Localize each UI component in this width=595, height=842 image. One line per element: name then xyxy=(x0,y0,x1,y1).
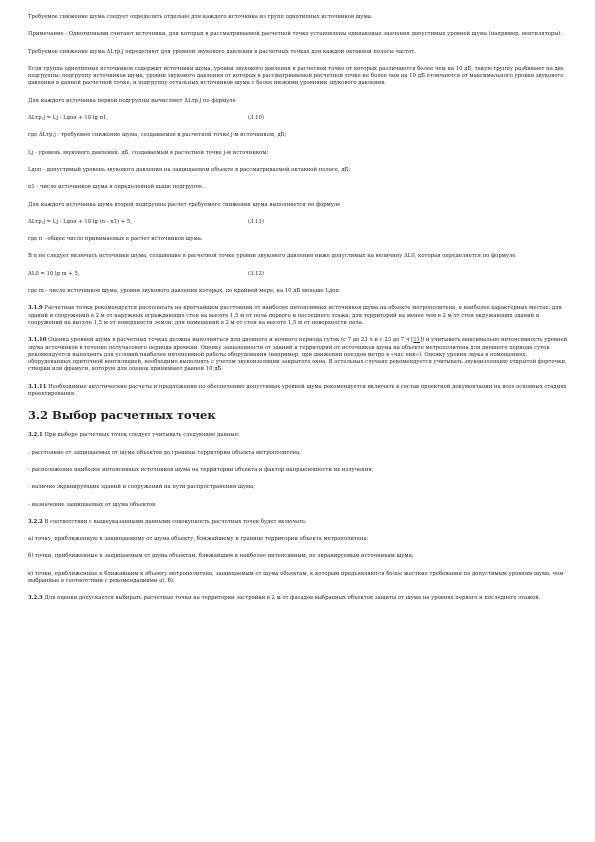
clause-3-2-3 xyxy=(28,595,568,602)
definition: где n - общее число принимаемых в расчет источников шума. xyxy=(28,236,203,243)
paragraph: Если группа однотипных источников содержит источники шума, уровни звукового давления в расчетной точке от которых различаются более чем на 10 дБ, такую группу разбивают на две подгруппы: подгруппу источников шума, уровни звукового давления от которых в рассматриваемой расчетной точке не более чем на 10 дБ отличаются от максимального уровня звукового давления в данной расчетной точке, и подгруппу остальных источников шума с более низкими уровнями звукового давления. xyxy=(28,65,564,87)
clause-number: 3.1.10 xyxy=(28,337,47,344)
formula-text: ΔL0 = 10 lg m + 5, xyxy=(28,270,80,277)
list-item: в) точки, приближенные к ближайшим к объекту метрополитена, защищаемым от шума объектам, к которым предъявляются более жесткие требования по допустимым уровням шума, чем выбранные в соответствии с рекомендациями а), б). xyxy=(28,570,564,584)
clause-number: 3.2.3 xyxy=(28,595,43,602)
clause-number: 3.2.2 xyxy=(28,518,43,525)
definition: Lдоп - допустимый уровень звукового давления на защищаемом объекте в рассматриваемой октавной полосе, дБ; xyxy=(28,166,351,173)
paragraph: Требуемое снижение шума следует определять отдельно для каждого источника из групп однотипных источников шума. xyxy=(28,14,373,20)
clause-text: Расчетные точки рекомендуется располагать на кратчайшем расстоянии от наиболее интенсивных источников шума на объекте метрополитена, в наиболее характерных местах: для зданий и сооружений в 2 м от наружных ограждающих стен на высоте 1,5 м от пола первого и последнего этажа; для территорий на менее чем в 2 м от стен окружающих зданий и сооружений на высоте 1,5 м от поверхности земли; для помещений в 2 м от стен на высоте 1,5 м от поверхности пола. xyxy=(28,305,562,326)
list-item: б) точки, приближенные к защищаемым от шума объектам, ближайшим к наиболее интенсивным, не экранируемым источникам шума; xyxy=(28,553,414,560)
formula-number: (3.12) xyxy=(248,270,264,277)
paragraph: В n не следует включать источники шума, создающие в расчетной точке уровни звукового давления ниже допустимых на величину ΔL0, которая определяется по формуле xyxy=(28,253,516,260)
clause-text: При выборе расчетных точек следует учитывать следующие данные: xyxy=(42,432,240,439)
formula-number: (3.10) xyxy=(248,115,264,122)
document-page xyxy=(28,14,568,613)
clause-text: Для оценки допускается выбирать расчетные точки на территории застройки в 2 м от фасадов выбранных объектов защиты от шума на уровнях первого и последнего этажей. xyxy=(42,595,541,602)
clause-3-1-9 xyxy=(28,305,568,327)
formula-text: ΔLтр.j = Lj - Lдоп + 10 lg (n - n1) + 5, xyxy=(28,218,132,225)
section-heading: 3.2 Выбор расчетных точек xyxy=(28,408,216,423)
clause-3-2-1 xyxy=(28,432,568,439)
formula-text: ΔLтр.j = Lj - Lдоп + 10 lg n1, xyxy=(28,115,109,122)
list-item: - расстояние от защищаемых от шума объектов до границы территории объекта метрополитена; xyxy=(28,449,301,456)
definition: n1 - число источников шума в определенной выше подгруппе. xyxy=(28,184,204,191)
clause-number: 3.2.1 xyxy=(28,432,43,439)
definition: где ΔLтр.j - требуемое снижение шума, создаваемое в расчетной точке j-м источником, дБ; xyxy=(28,132,287,139)
reference-link[interactable]: 11 xyxy=(413,337,420,344)
definition: где m - число источников шума, уровни звукового давления которых, по крайней мере, на 10 дБ меньше Lдоп. xyxy=(28,288,341,295)
formula-3-12 xyxy=(28,271,568,278)
clause-3-1-10 xyxy=(28,337,568,373)
definition: Lj - уровень звукового давления, дБ, создаваемый в расчетной точке j-м источником; xyxy=(28,149,269,156)
note-paragraph: Примечание - Однотипными считают источники, для которых в рассматриваемой расчетной точке установлены одинаковые значения допустимых уровней шума (например, вентиляторы). xyxy=(28,31,563,38)
formula-number: (3.11) xyxy=(248,218,264,225)
formula-3-11 xyxy=(28,219,568,226)
clause-text: ]) и учитывать максимально интенсивность уровней звука источников в течение получасового периода времени. Оценку запыленности от зданий и территории от источников шума на объекте метрополитена для дневного периода суток рекомендуется выполнять для условий наиболее интенсивной работы оборудования (например, при движении поездов метро в «час пик»). Оценку уровня звука в помещениях, оборудованных приточной вентиляцией, необходимо выполнять с учетом звукоизоляции закрытого окна. В остальных случаях рекомендуется учитывать звукоизоляцию открытой форточки, створки или фрамуги, которую для оценок принимают равной 10 дБ. xyxy=(28,337,568,373)
clause-number: 3.1.9 xyxy=(28,305,43,312)
clause-3-2-2 xyxy=(28,519,568,526)
paragraph: Для каждого источника первой подгруппы вычисляют ΔLтр.j по формуле xyxy=(28,97,236,104)
paragraph: Требуемое снижение шума ΔLтр.j определяют для уровней звукового давления в расчетных точках для каждой октавной полосы частот. xyxy=(28,48,416,55)
clause-3-1-11 xyxy=(28,384,568,399)
list-item: - назначение защищаемых от шума объектов. xyxy=(28,501,157,508)
paragraph: Для каждого источника шума второй подгруппы расчет требуемого снижения шума выполняется по формуле xyxy=(28,201,341,208)
list-item: - наличие экранирующих зданий и сооружений на пути распространения шума; xyxy=(28,484,256,491)
clause-number: 3.1.11 xyxy=(28,383,47,390)
formula-3-10 xyxy=(28,115,568,122)
list-item: а) точку, приближенную к защищаемому от шума объекту, ближайшему к границе территории объекта метрополитена; xyxy=(28,536,369,543)
clause-text: Оценка уровней шума в расчетных точках должна выполняться для дневного и ночного периода суток (с 7 до 23 ч и с 23 до 7 ч [ xyxy=(46,337,414,344)
clause-text: В соответствии с вышеуказанными данными совокупность расчетных точек будет включать: xyxy=(42,518,307,525)
list-item: - расположение наиболее интенсивных источников шума на территории объекта и фактор направленности их излучения; xyxy=(28,466,374,473)
clause-text: Необходимые акустические расчеты и предложения по обеспечению допустимых уровней шума рекомендуется включать в состав проектной документации на всех основных стадиях проектирования. xyxy=(28,383,567,398)
